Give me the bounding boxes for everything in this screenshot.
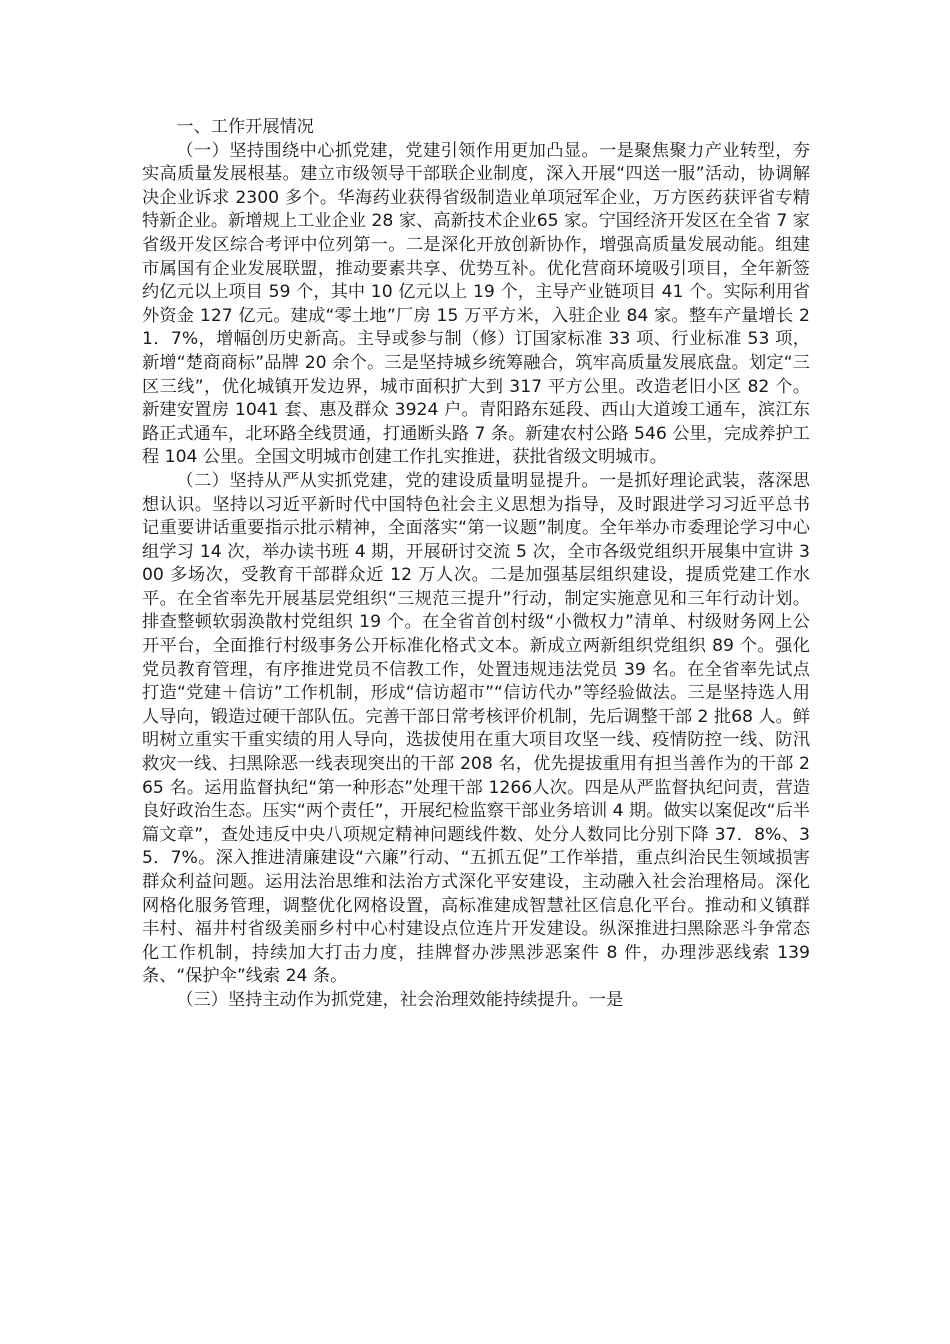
document-body	[142, 116, 810, 1013]
paragraph-2: （二）坚持从严从实抓党建，党的建设质量明显提升。一是抓好理论武装，落深思想认识。坚持以习近平新时代中国特色社会主义思想为指导，及时跟进学习习近平总书记重要讲话重要指示批示精神，全面落实“第一议题”制度。全年举办市委理论学习中心组学习 14 次，举办读书班 4 期，开展研讨交流 5 次，全市各级党组织开展集中宣讲 300 多场次，受教育干部群众近 12 万人次。二是加强基层组织建设，提质党建工作水平。在全省率先开展基层党组织“三规范三提升”行动，制定实施意见和三年行动计划。排查整顿软弱涣散村党组织 19 个。在全省首创村级“小微权力”清单、村级财务网上公开平台，全面推行村级事务公开标准化格式文本。新成立两新组织党组织 89 个。强化党员教育管理，有序推进党员不信教工作，处置违规违法党员 39 名。在全省率先试点打造“党建＋信访”工作机制，形成“信访超市”“信访代办”等经验做法。三是坚持选人用人导向，锻造过硬干部队伍。完善干部日常考核评价机制，先后调整干部 2 批68 人。鲜明树立重实干重实绩的用人导向，选拔使用在重大项目攻坚一线、疫情防控一线、防汛救灾一线、扫黑除恶一线表现突出的干部 208 名，优先提拔重用有担当善作为的干部 265 名。运用监督执纪“第一种形态”处理干部 1266人次。四是从严监督执纪问责，营造良好政治生态。压实“两个责任”，开展纪检监察干部业务培训 4 期。做实以案促改“后半篇文章”，查处违反中央八项规定精神问题线件数、处分人数同比分别下降 37．8%、35．7%。深入推进清廉建设“六廉”行动、“五抓五促”工作举措，重点纠治民生领域损害群众利益问题。运用法治思维和法治方式深化平安建设，主动融入社会治理格局。深化网格化服务管理，调整优化网格设置，高标准建成智慧社区信息化平台。推动和义镇群丰村、福井村省级美丽乡村中心村建设点位连片开发建设。纵深推进扫黑除恶斗争常态化工作机制，持续加大打击力度，挂牌督办涉黑涉恶案件 8 件，办理涉恶线索 139 条、“保护伞”线索 24 条。	[142, 470, 810, 987]
paragraph-3: （三）坚持主动作为抓党建，社会治理效能持续提升。一是	[176, 989, 624, 1010]
paragraph-1: （一）坚持围绕中心抓党建，党建引领作用更加凸显。一是聚焦聚力产业转型，夯实高质量发展根基。建立市级领导干部联企业制度，深入开展“四送一服”活动，协调解决企业诉求 2300 多个。华海药业获得省级制造业单项冠军企业，万方医药获评省专精特新企业。新增规上工业企业 28 家、高新技术企业65 家。宁国经济开发区在全省 7 家省级开发区综合考评中位列第一。二是深化开放创新协作，增强高质量发展动能。组建市属国有企业发展联盟，推动要素共享、优势互补。优化营商环境吸引项目，全年新签约亿元以上项目 59 个，其中 10 亿元以上 19 个，主导产业链项目 41 个。实际利用省外资金 127 亿元。建成“零土地”厂房 15 万平方米，入驻企业 84 家。整车产量增长 21．7%，增幅创历史新高。主导或参与制（修）订国家标准 33 项、行业标准 53 项，新增“楚商商标”品牌 20 余个。三是坚持城乡统筹融合，筑牢高质量发展底盘。划定“三区三线”，优化城镇开发边界，城市面积扩大到 317 平方公里。改造老旧小区 82 个。新建安置房 1041 套、惠及群众 3924 户。青阳路东延段、西山大道竣工通车，滨江东路正式通车，北环路全线贯通，打通断头路 7 条。新建农村公路 546 公里，完成养护工程 104 公里。全国文明城市创建工作扎实推进，获批省级文明城市。	[142, 140, 810, 468]
section-heading: 一、工作开展情况	[176, 117, 314, 137]
